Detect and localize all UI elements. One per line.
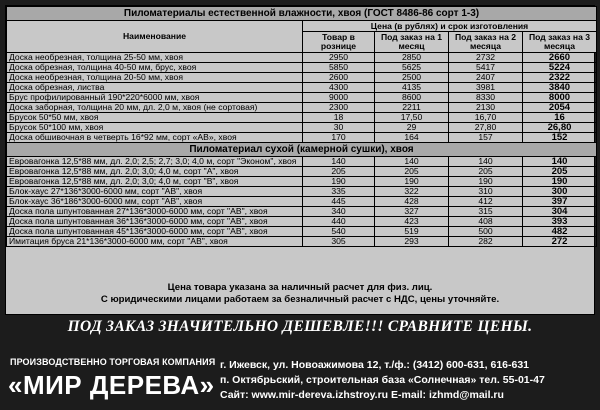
price-cell: 27,80 bbox=[449, 123, 523, 133]
price-cell: 140 bbox=[375, 157, 449, 167]
price-cell: 3981 bbox=[449, 83, 523, 93]
price-cell: 30 bbox=[303, 123, 375, 133]
price-cell: 4300 bbox=[303, 83, 375, 93]
price-cell: 340 bbox=[303, 207, 375, 217]
price-cell: 9000 bbox=[303, 93, 375, 103]
section-title-dry-lumber: Пиломатериал сухой (камерной сушки), хвоя bbox=[7, 143, 597, 157]
price-cell: 305 bbox=[303, 237, 375, 247]
header-2-months: Под заказ на 2 месяца bbox=[449, 32, 523, 53]
price-cell: 397 bbox=[523, 197, 597, 207]
price-cell: 5224 bbox=[523, 63, 597, 73]
table-row bbox=[7, 227, 597, 237]
table-row bbox=[7, 83, 597, 93]
price-cell: 408 bbox=[449, 217, 523, 227]
table-title: Пиломатериалы естественной влажности, хвоя (ГОСТ 8486-86 сорт 1-3) bbox=[7, 7, 597, 21]
promo-banner: ПОД ЗАКАЗ ЗНАЧИТЕЛЬНО ДЕШЕВЛЕ!!! СРАВНИТЕ ЦЕНЫ. bbox=[67, 318, 533, 335]
price-cell: 3840 bbox=[523, 83, 597, 93]
header-name: Наименование bbox=[7, 21, 303, 53]
price-cell: 164 bbox=[375, 133, 449, 143]
table-row bbox=[7, 53, 597, 63]
price-cell: 8000 bbox=[523, 93, 597, 103]
table-row bbox=[7, 197, 597, 207]
product-name-cell: Имитация бруса 21*136*3000-6000 мм, сорт "АВ", хвоя bbox=[7, 237, 303, 247]
price-cell: 412 bbox=[449, 197, 523, 207]
product-name-cell: Евровагонка 12,5*88 мм, дл. 2,0; 2,5; 2,7; 3,0; 4,0 м, сорт "Эконом", хвоя bbox=[7, 157, 303, 167]
company-tagline: ПРОИЗВОДСТВЕННО ТОРГОВАЯ КОМПАНИЯ bbox=[10, 357, 216, 367]
price-cell: 445 bbox=[303, 197, 375, 207]
price-cell: 205 bbox=[449, 167, 523, 177]
price-cell: 2322 bbox=[523, 73, 597, 83]
price-cell: 393 bbox=[523, 217, 597, 227]
price-cell: 322 bbox=[375, 187, 449, 197]
table-row bbox=[7, 177, 597, 187]
product-name-cell: Доска обшивочная в четверть 16*92 мм, сорт «АВ», хвоя bbox=[7, 133, 303, 143]
header-3-months: Под заказ на 3 месяца bbox=[523, 32, 597, 53]
price-cell: 540 bbox=[303, 227, 375, 237]
product-name-cell: Доска пола шпунтованная 36*136*3000-6000 мм, сорт "АВ", хвоя bbox=[7, 217, 303, 227]
contact-address-izhevsk: г. Ижевск, ул. Новоажимова 12, т./ф.: (3412) 600-631, 616-631 bbox=[220, 359, 530, 371]
product-name-cell: Брус профилированный 190*220*6000 мм, хвоя bbox=[7, 93, 303, 103]
price-cell: 335 bbox=[303, 187, 375, 197]
price-cell: 140 bbox=[523, 157, 597, 167]
price-cell: 500 bbox=[449, 227, 523, 237]
price-cell: 190 bbox=[375, 177, 449, 187]
product-name-cell: Блок-хаус 27*136*3000-6000 мм, сорт "АВ", хвоя bbox=[7, 187, 303, 197]
header-1-month: Под заказ на 1 месяц bbox=[375, 32, 449, 53]
table-row bbox=[7, 63, 597, 73]
price-cell: 2211 bbox=[375, 103, 449, 113]
price-cell: 205 bbox=[303, 167, 375, 177]
price-cell: 2054 bbox=[523, 103, 597, 113]
table-row bbox=[7, 133, 597, 143]
product-name-cell: Брусок 50*50 мм, хвоя bbox=[7, 113, 303, 123]
table-row bbox=[7, 103, 597, 113]
price-cell: 190 bbox=[303, 177, 375, 187]
price-cell: 16,70 bbox=[449, 113, 523, 123]
table-row bbox=[7, 187, 597, 197]
price-cell: 140 bbox=[303, 157, 375, 167]
table-row bbox=[7, 207, 597, 217]
price-cell: 17,50 bbox=[375, 113, 449, 123]
product-name-cell: Евровагонка 12,5*88 мм, дл. 2,0; 3,0; 4,0 м, сорт "В", хвоя bbox=[7, 177, 303, 187]
price-cell: 5850 bbox=[303, 63, 375, 73]
price-cell: 29 bbox=[375, 123, 449, 133]
price-cell: 300 bbox=[523, 187, 597, 197]
price-cell: 423 bbox=[375, 217, 449, 227]
price-cell: 2950 bbox=[303, 53, 375, 63]
price-cell: 2407 bbox=[449, 73, 523, 83]
contacts-block bbox=[220, 358, 594, 403]
table-row bbox=[7, 93, 597, 103]
price-cell: 16 bbox=[523, 113, 597, 123]
price-cell: 2850 bbox=[375, 53, 449, 63]
product-name-cell: Блок-хаус 36*186*3000-6000 мм, сорт "АВ", хвоя bbox=[7, 197, 303, 207]
price-cell: 440 bbox=[303, 217, 375, 227]
price-cell: 205 bbox=[523, 167, 597, 177]
product-name-cell: Доска обрезная, листва bbox=[7, 83, 303, 93]
price-cell: 293 bbox=[375, 237, 449, 247]
price-cell: 2500 bbox=[375, 73, 449, 83]
product-name-cell: Евровагонка 12,5*88 мм, дл. 2,0; 3,0; 4,0 м, сорт "А", хвоя bbox=[7, 167, 303, 177]
price-cell: 152 bbox=[523, 133, 597, 143]
table-row bbox=[7, 167, 597, 177]
price-cell: 2660 bbox=[523, 53, 597, 63]
table-row bbox=[7, 113, 597, 123]
contact-address-oktyabrsky: п. Октябрьский, строительная база «Солнечная» тел. 55-01-47 bbox=[220, 374, 545, 386]
product-name-cell: Брусок 50*100 мм, хвоя bbox=[7, 123, 303, 133]
price-cell: 4135 bbox=[375, 83, 449, 93]
table-row bbox=[7, 237, 597, 247]
price-cell: 8600 bbox=[375, 93, 449, 103]
product-name-cell: Доска обрезная, толщина 40-50 мм, брус, хвоя bbox=[7, 63, 303, 73]
price-cell: 310 bbox=[449, 187, 523, 197]
price-table bbox=[6, 6, 597, 247]
product-name-cell: Доска необрезная, толщина 20-50 мм, хвоя bbox=[7, 73, 303, 83]
company-name: «МИР ДЕРЕВА» bbox=[8, 370, 215, 400]
header-retail: Товар в рознице bbox=[303, 32, 375, 53]
payment-notes bbox=[6, 282, 594, 306]
price-cell: 26,80 bbox=[523, 123, 597, 133]
table-row bbox=[7, 123, 597, 133]
price-cell: 282 bbox=[449, 237, 523, 247]
product-name-cell: Доска необрезная, толщина 25-50 мм, хвоя bbox=[7, 53, 303, 63]
product-name-cell: Доска пола шпунтованная 45*136*3000-6000 мм, сорт "АВ", хвоя bbox=[7, 227, 303, 237]
price-cell: 5417 bbox=[449, 63, 523, 73]
price-cell: 5625 bbox=[375, 63, 449, 73]
product-name-cell: Доска пола шпунтованная 27*136*3000-6000 мм, сорт "АВ", хвоя bbox=[7, 207, 303, 217]
price-cell: 157 bbox=[449, 133, 523, 143]
price-cell: 304 bbox=[523, 207, 597, 217]
note-legal-entities: С юридическими лицами работаем за безналичный расчет с НДС, цены уточняйте. bbox=[100, 294, 500, 305]
price-cell: 2600 bbox=[303, 73, 375, 83]
price-cell: 8330 bbox=[449, 93, 523, 103]
price-cell: 170 bbox=[303, 133, 375, 143]
header-price-group: Цена (в рублях) и срок изготовления bbox=[303, 21, 597, 32]
price-cell: 2732 bbox=[449, 53, 523, 63]
price-cell: 482 bbox=[523, 227, 597, 237]
price-cell: 140 bbox=[449, 157, 523, 167]
note-cash: Цена товара указана за наличный расчет для физ. лиц. bbox=[167, 282, 433, 293]
price-cell: 2300 bbox=[303, 103, 375, 113]
price-cell: 205 bbox=[375, 167, 449, 177]
price-cell: 315 bbox=[449, 207, 523, 217]
table-row bbox=[7, 157, 597, 167]
price-cell: 519 bbox=[375, 227, 449, 237]
price-cell: 190 bbox=[449, 177, 523, 187]
price-table-panel bbox=[5, 5, 595, 315]
product-name-cell: Доска заборная, толщина 20 мм, дл. 2,0 м, хвоя (не сортовая) bbox=[7, 103, 303, 113]
price-cell: 428 bbox=[375, 197, 449, 207]
price-cell: 18 bbox=[303, 113, 375, 123]
table-row bbox=[7, 73, 597, 83]
price-cell: 327 bbox=[375, 207, 449, 217]
contact-website-email: Сайт: www.mir-dereva.izhstroy.ru E-mail: izhmd@mail.ru bbox=[220, 389, 504, 401]
price-cell: 2130 bbox=[449, 103, 523, 113]
table-row bbox=[7, 217, 597, 227]
price-cell: 272 bbox=[523, 237, 597, 247]
price-cell: 190 bbox=[523, 177, 597, 187]
